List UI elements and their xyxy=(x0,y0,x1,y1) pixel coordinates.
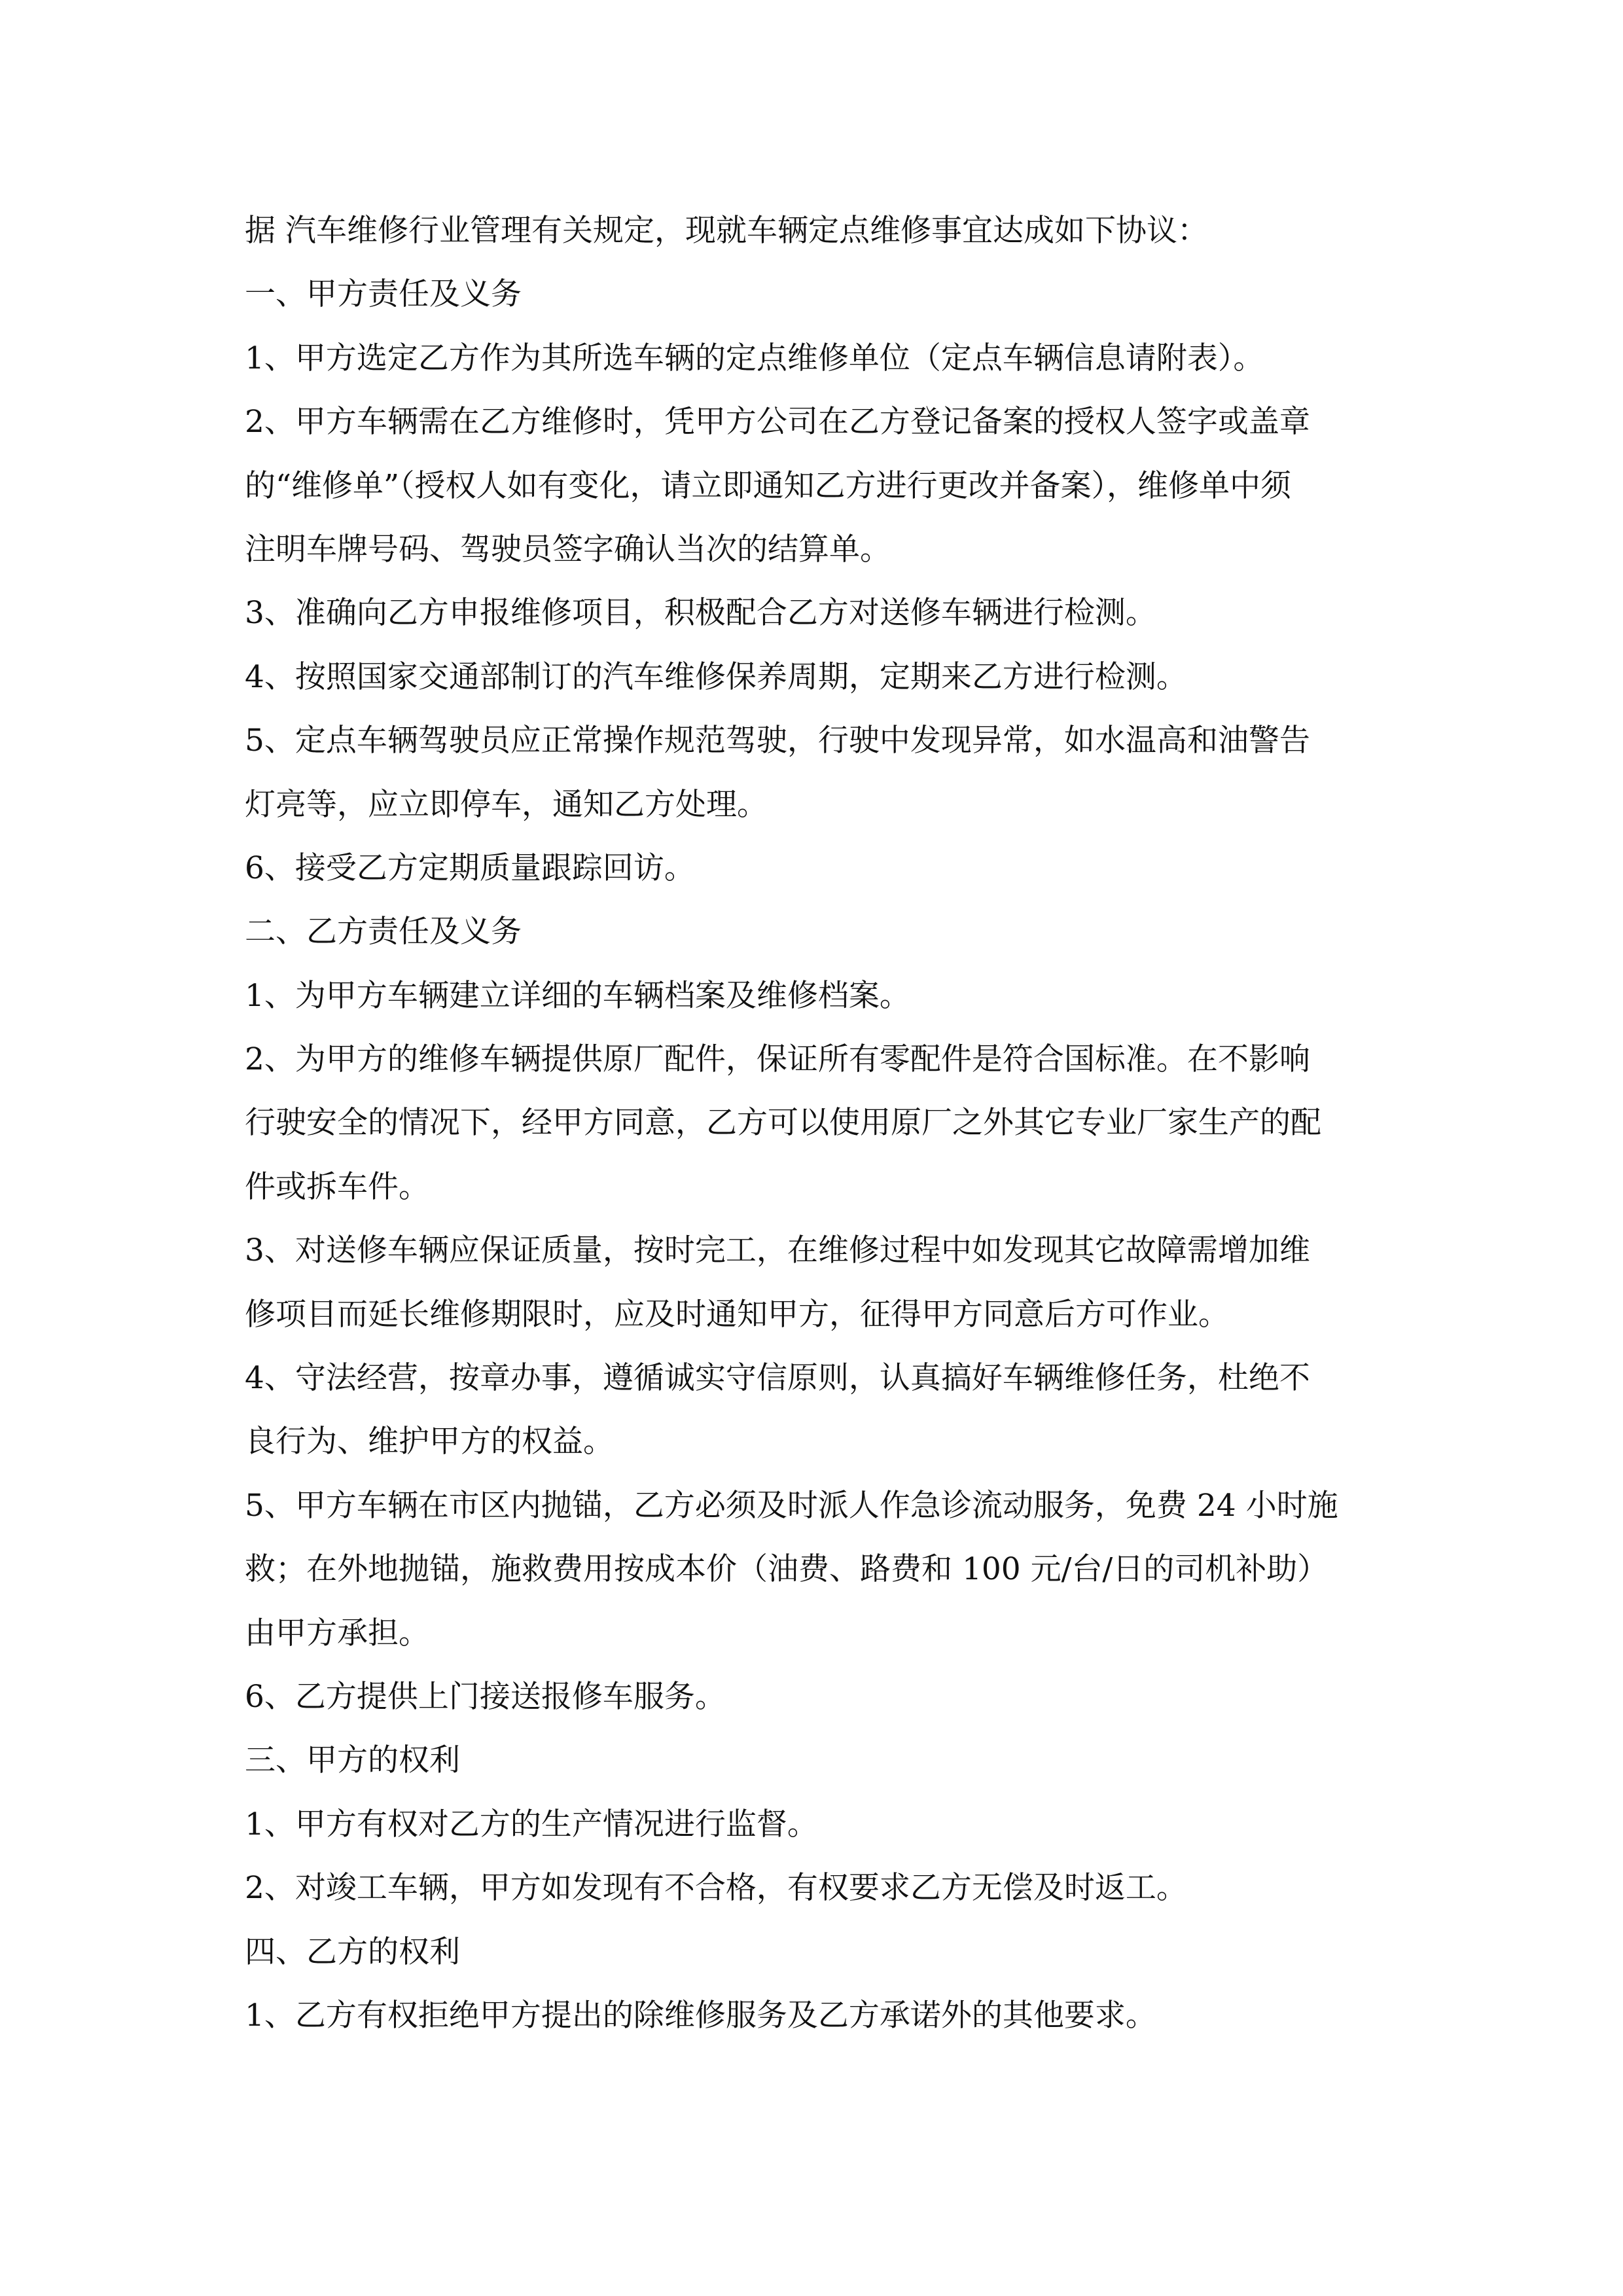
clause-line: 行驶安全的情况下，经甲方同意，乙方可以使用原厂之外其它专业厂家生产的配 xyxy=(245,1105,1321,1141)
clause-line: 2、对竣工车辆，甲方如发现有不合格，有权要求乙方无偿及时返工。 xyxy=(245,1870,1187,1907)
clause-line: 3、对送修车辆应保证质量，按时完工，在维修过程中如发现其它故障需增加维 xyxy=(245,1232,1310,1269)
section-heading: 一、甲方责任及义务 xyxy=(245,276,522,313)
clause-line: 由甲方承担。 xyxy=(245,1615,429,1651)
clause-line: 灯亮等，应立即停车，通知乙方处理。 xyxy=(245,786,768,823)
clause-line: 件或拆车件。 xyxy=(245,1168,429,1205)
clause-line: 的“维修单”（授权人如有变化，请立即通知乙方进行更改并备案），维修单中须 xyxy=(245,467,1292,504)
clause-line: 2、甲方车辆需在乙方维修时，凭甲方公司在乙方登记备案的授权人签字或盖章 xyxy=(245,404,1310,440)
clause-line: 注明车牌号码、驾驶员签字确认当次的结算单。 xyxy=(245,531,891,567)
document-body xyxy=(245,199,1397,2047)
clause-line: 4、按照国家交通部制订的汽车维修保养周期，定期来乙方进行检测。 xyxy=(245,658,1187,695)
clause-line: 2、为甲方的维修车辆提供原厂配件，保证所有零配件是符合国标准。在不影响 xyxy=(245,1041,1310,1078)
clause-line: 4、守法经营，按章办事，遵循诚实守信原则，认真搞好车辆维修任务，杜绝不 xyxy=(245,1360,1310,1397)
clause-line: 1、甲方选定乙方作为其所选车辆的定点维修单位（定点车辆信息请附表）。 xyxy=(245,340,1264,376)
clause-line: 5、定点车辆驾驶员应正常操作规范驾驶，行驶中发现异常，如水温高和油警告 xyxy=(245,723,1310,759)
clause-line: 1、甲方有权对乙方的生产情况进行监督。 xyxy=(245,1806,818,1842)
clause-line: 1、乙方有权拒绝甲方提出的除维修服务及乙方承诺外的其他要求。 xyxy=(245,1997,1156,2034)
clause-line: 良行为、维护甲方的权益。 xyxy=(245,1424,614,1460)
section-heading: 四、乙方的权利 xyxy=(245,1933,460,1970)
clause-line: 1、为甲方车辆建立详细的车辆档案及维修档案。 xyxy=(245,977,910,1014)
clause-line: 3、准确向乙方申报维修项目，积极配合乙方对送修车辆进行检测。 xyxy=(245,595,1156,632)
clause-line: 6、接受乙方定期质量跟踪回访。 xyxy=(245,850,695,886)
section-heading: 三、甲方的权利 xyxy=(245,1742,460,1779)
clause-line: 6、乙方提供上门接送报修车服务。 xyxy=(245,1678,726,1715)
section-heading: 二、乙方责任及义务 xyxy=(245,914,522,950)
intro-line: 据 汽车维修行业管理有关规定，现就车辆定点维修事宜达成如下协议： xyxy=(245,213,1208,249)
clause-line: 5、甲方车辆在市区内抛锚，乙方必须及时派人作急诊流动服务，免费 24 小时施 xyxy=(245,1487,1338,1524)
clause-line: 修项目而延长维修期限时，应及时通知甲方，征得甲方同意后方可作业。 xyxy=(245,1296,1229,1333)
clause-line: 救；在外地抛锚，施救费用按成本价（油费、路费和 100 元/台/日的司机补助） xyxy=(245,1551,1329,1588)
